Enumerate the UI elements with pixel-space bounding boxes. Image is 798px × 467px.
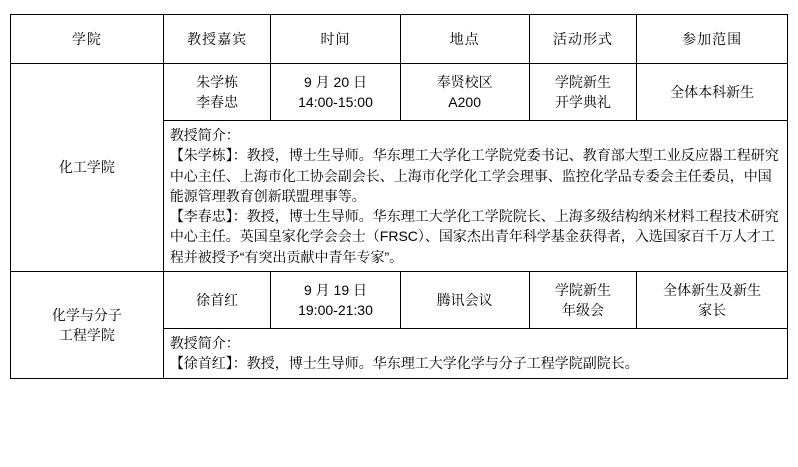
cell-college [11,272,164,379]
schedule-table [10,14,788,379]
cell-professor-intro [163,329,787,379]
header-guest: 教授嘉宾 [163,15,271,64]
guest-name: 朱学栋 [196,73,239,90]
format-line: 学院新生 [555,281,611,298]
cell-format [529,64,637,121]
guest-name: 李春忠 [196,94,239,110]
table-row [11,64,788,121]
cell-place [400,64,529,121]
place-campus: 奉贤校区 [436,73,493,90]
intro-paragraph: 【朱学栋】：教授，博士生导师。华东理工大学化工学院党委书记、教育部大型工业反应器工程研究中心主任、上海市化工协会副会长、上海市化学化工学会理事、监控化学品专委会主任委员，中国能源管理教育创新联盟理事等。 [169,147,779,204]
header-format: 活动形式 [529,15,637,64]
cell-time [271,64,400,121]
table-header-row [11,15,788,64]
format-line: 开学典礼 [555,94,611,110]
time-date: 9 月 19 日 [303,281,367,298]
cell-scope [637,272,788,329]
cell-scope: 全体本科新生 [637,64,788,121]
table-row [11,272,788,329]
college-line: 工程学院 [58,326,115,343]
header-place: 地点 [400,15,529,64]
cell-professor-intro [163,121,787,272]
intro-paragraph: 【徐首红】：教授，博士生导师。华东理工大学化学与分子工程学院副院长。 [169,355,639,372]
header-college: 学院 [11,15,164,64]
format-line: 年级会 [562,302,604,319]
intro-title: 教授简介： [169,335,240,352]
time-date: 9 月 20 日 [303,73,367,90]
cell-time [271,272,400,329]
scope-line: 家长 [698,302,727,319]
scope-line: 全体新生及新生 [663,281,762,298]
intro-paragraph: 【李春忠】：教授，博士生导师。华东理工大学化工学院院长、上海多级结构纳米材料工程技术研究中心主任。英国皇家化学会会士（FRSC）、国家杰出青年科学基金获得者，入选国家百千万人才工程并被授予“有突出贡献中青年专家”。 [169,208,779,265]
header-time: 时间 [271,15,400,64]
cell-guest [163,64,271,121]
cell-guest: 徐首红 [163,272,271,329]
time-range: 14:00-15:00 [298,94,373,110]
cell-college: 化工学院 [11,64,164,272]
place-room: A200 [448,94,481,110]
format-line: 学院新生 [555,73,611,90]
time-range: 19:00-21:30 [298,302,373,319]
cell-format [529,272,637,329]
college-line: 化学与分子 [51,306,122,323]
intro-title: 教授简介： [169,127,240,143]
cell-place: 腾讯会议 [400,272,529,329]
header-scope: 参加范围 [637,15,788,64]
